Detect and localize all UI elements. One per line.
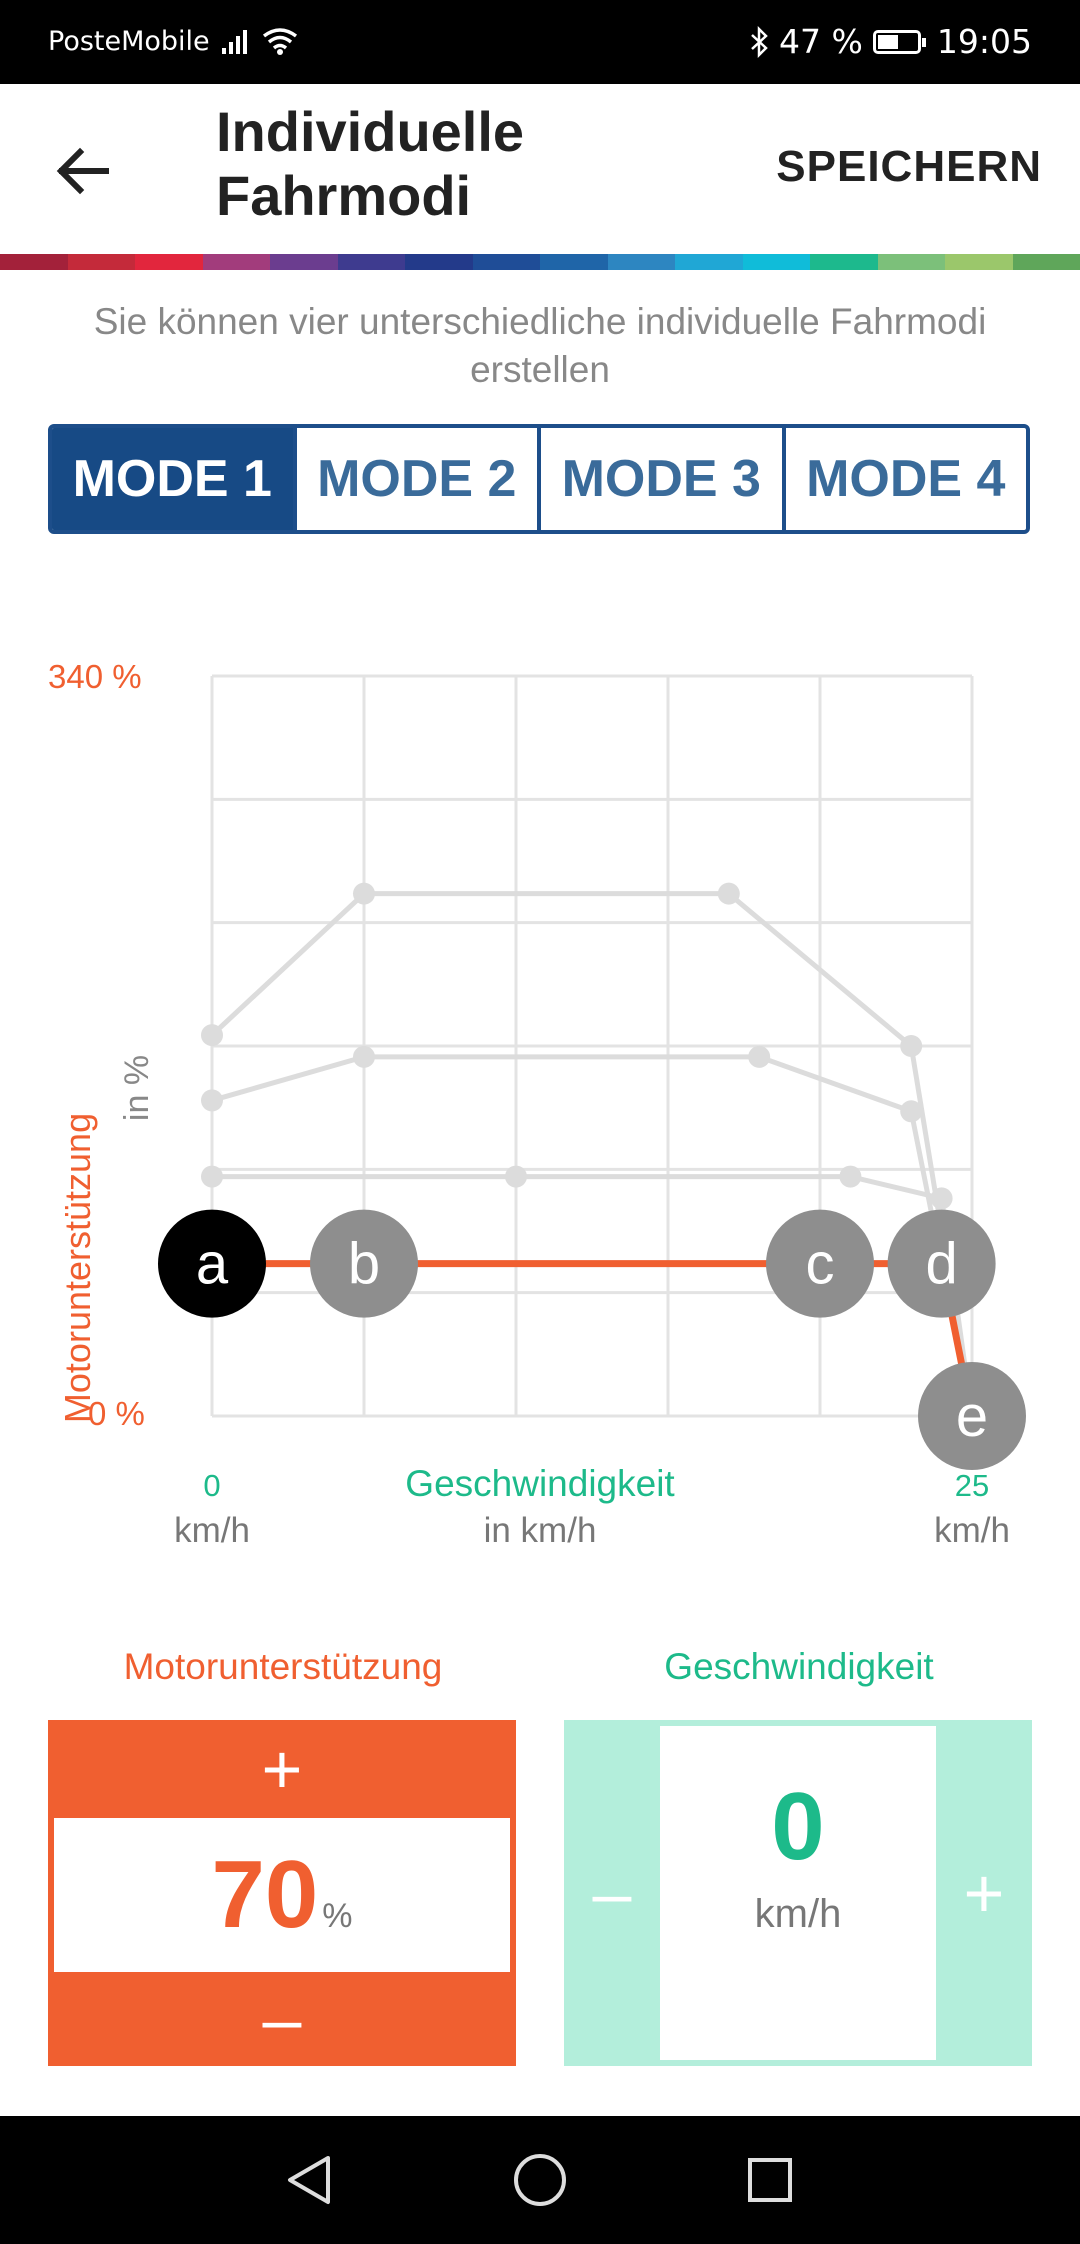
- curve-handle-label: e: [955, 1384, 989, 1449]
- speed-value: 0: [771, 1773, 825, 1880]
- x-tick-max-value: 25: [954, 1468, 990, 1503]
- curve-handle-label: b: [347, 1231, 381, 1297]
- curve-handle-c[interactable]: [766, 1210, 874, 1318]
- page-description: Sie können vier unterschiedliche individuelle Fahrmodi erstellen: [93, 301, 987, 391]
- color-strip-segment: [68, 254, 136, 270]
- y-axis-unit: in %: [118, 1054, 156, 1122]
- reference-curve-point: [900, 1100, 922, 1122]
- system-nav-bar: [0, 2116, 1080, 2244]
- tab-mode-2[interactable]: MODE 2: [293, 428, 538, 530]
- mode-tabs: [48, 424, 1030, 534]
- curve-handle-a[interactable]: [158, 1210, 266, 1318]
- reference-curve-point: [201, 1166, 223, 1188]
- reference-curve-point: [201, 1089, 223, 1111]
- x-tick-max-unit: km/h: [934, 1511, 1010, 1550]
- curve-handles: [158, 1210, 1026, 1470]
- reference-curve-point: [505, 1166, 527, 1188]
- save-button[interactable]: SPEICHERN: [776, 142, 1042, 191]
- color-strip-segment: [743, 254, 811, 270]
- x-axis-unit: in km/h: [483, 1511, 597, 1550]
- color-strip-segment: [540, 254, 608, 270]
- status-right: [749, 22, 1032, 61]
- color-strip-segment: [608, 254, 676, 270]
- x-axis-label: Geschwindigkeit: [405, 1463, 675, 1504]
- x-tick-min-unit: km/h: [174, 1511, 250, 1550]
- nav-home-button[interactable]: [510, 2150, 570, 2210]
- color-strip-segment: [878, 254, 946, 270]
- triangle-back-icon: [280, 2150, 340, 2210]
- nav-back-button[interactable]: [280, 2150, 340, 2210]
- status-bar: [0, 0, 1080, 84]
- curve-handle-e[interactable]: [918, 1362, 1026, 1470]
- curve-handle-label: c: [805, 1231, 835, 1297]
- curve-handle-b[interactable]: [310, 1210, 418, 1318]
- reference-curve-line: [212, 894, 972, 1416]
- bluetooth-icon: [749, 26, 769, 58]
- assist-curve-chart: [0, 600, 1080, 1600]
- motor-value-display: [54, 1818, 510, 1972]
- motor-assist-stepper: [48, 1720, 516, 2066]
- reference-curve-point: [353, 883, 375, 905]
- tab-mode-4[interactable]: MODE 4: [782, 428, 1027, 530]
- reference-curve-point: [900, 1035, 922, 1057]
- battery-percent: 47 %: [779, 22, 863, 61]
- color-strip-segment: [203, 254, 271, 270]
- curve-handle-label: d: [925, 1231, 958, 1297]
- reference-curves: [201, 883, 983, 1427]
- color-strip-segment: [810, 254, 878, 270]
- color-strip-segment: [473, 254, 541, 270]
- curve-handle-label: a: [195, 1231, 229, 1297]
- reference-curve-point: [201, 1024, 223, 1046]
- motor-unit: %: [322, 1897, 353, 1935]
- chart-grid: [212, 676, 972, 1416]
- y-tick-min: 0 %: [88, 1395, 145, 1432]
- reference-curve-point: [931, 1187, 953, 1209]
- speed-value-display: [660, 1726, 936, 2060]
- carrier-name: PosteMobile: [48, 26, 210, 57]
- clock: 19:05: [936, 22, 1032, 61]
- square-recents-icon: [740, 2150, 800, 2210]
- reference-curve-point: [839, 1166, 861, 1188]
- nav-recents-button[interactable]: [740, 2150, 800, 2210]
- page-title: Individuelle Fahrmodi: [216, 100, 525, 228]
- reference-curve-point: [718, 883, 740, 905]
- motor-panel-label: Motorunterstützung: [123, 1646, 443, 1687]
- color-strip-segment: [675, 254, 743, 270]
- reference-curve-point: [353, 1046, 375, 1068]
- tab-mode-1[interactable]: MODE 1: [52, 428, 293, 530]
- y-tick-max: 340 %: [48, 658, 142, 695]
- circle-home-icon: [510, 2150, 570, 2210]
- motor-decrease-button[interactable]: –: [262, 1980, 302, 2058]
- motor-value: 70: [211, 1841, 319, 1948]
- color-strip-segment: [945, 254, 1013, 270]
- motor-increase-button[interactable]: +: [261, 1730, 303, 1808]
- color-strip-segment: [135, 254, 203, 270]
- color-strip-segment: [338, 254, 406, 270]
- curve-handle-d[interactable]: [888, 1210, 996, 1318]
- app-bar: [0, 84, 1080, 254]
- speed-decrease-button[interactable]: –: [592, 1854, 632, 1932]
- y-axis-label: Motorunterstützung: [57, 1112, 98, 1424]
- color-strip-segment: [1013, 254, 1080, 270]
- speed-stepper: [564, 1720, 1032, 2066]
- brand-color-strip: [0, 254, 1080, 270]
- color-strip-segment: [270, 254, 338, 270]
- x-tick-min-value: 0: [203, 1468, 221, 1503]
- arrow-back-icon: [50, 136, 120, 206]
- reference-curve-point: [748, 1046, 770, 1068]
- signal-wifi-icons: [222, 26, 312, 63]
- color-strip-segment: [405, 254, 473, 270]
- tab-mode-3[interactable]: MODE 3: [537, 428, 782, 530]
- back-button[interactable]: [50, 136, 120, 206]
- color-strip-segment: [0, 254, 68, 270]
- speed-increase-button[interactable]: +: [963, 1854, 1005, 1932]
- speed-panel-label: Geschwindigkeit: [664, 1646, 934, 1687]
- battery-icon: [873, 30, 921, 54]
- speed-unit: km/h: [754, 1892, 842, 1936]
